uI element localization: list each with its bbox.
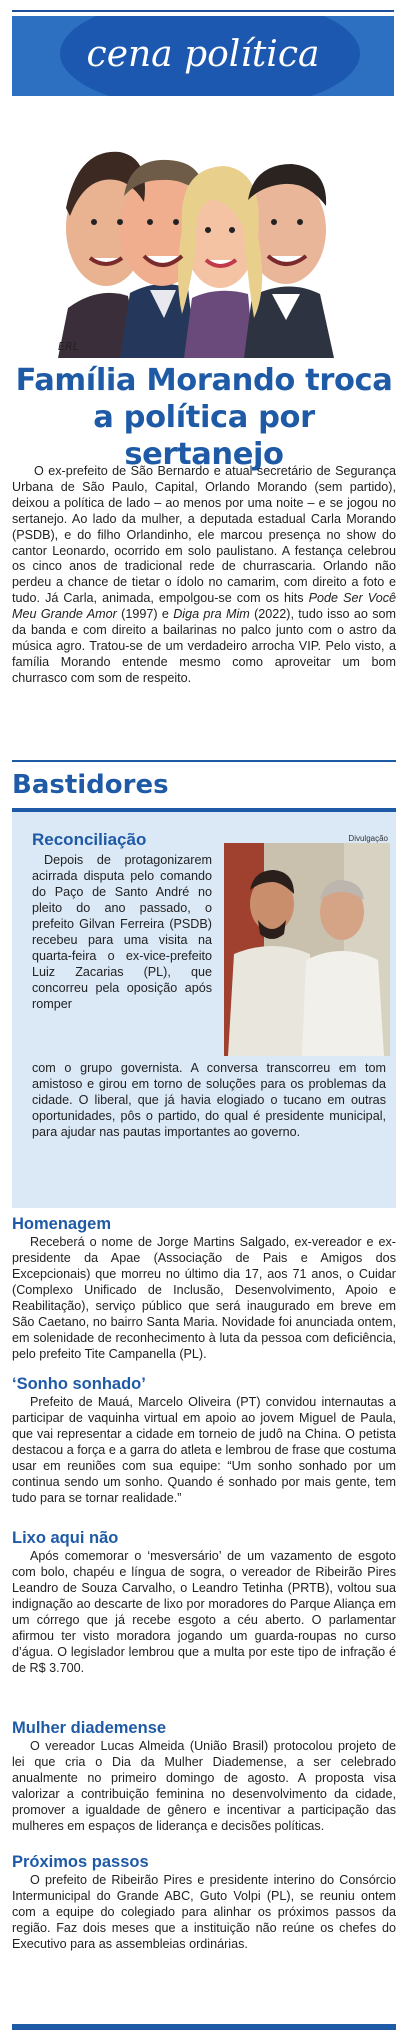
lead-text-a: O ex-prefeito de São Bernardo e atual secretário de Segurança Urbana de São Paulo, Capital, Orlando Morando (sem partido), deixou a política de lado – ao menos por uma noite – e se jogou no sertanejo. Ao lado da mulher, a deputada estadual Carla Morando (PSDB), e do filho Orlandinho, ele marcou presença no show do cantor Leonardo, ocorrido em solo paulistano. A festança celebrou os cinco anos de tradicional rede de churrascaria. Orlando não perdeu a chance de tietar o ídolo no camarim, com direito a foto e tudo. Já Carla, animada, empolgou-se com os hits bbox=[12, 464, 396, 606]
svg-text:ERL: ERL bbox=[58, 340, 79, 353]
lead-headline bbox=[12, 362, 396, 473]
song-title-1: Pode Ser Você Meu Grande Amor bbox=[12, 591, 396, 622]
section-divider bbox=[12, 760, 396, 762]
photo-credit: Divulgação bbox=[224, 834, 390, 843]
story-text: Receberá o nome de Jorge Martins Salgado, ex-vereador e ex-presidente da Apae (Associação de Pais e Amigos dos Excepcionais) que morreu no último dia 17, aos 71 anos, o Cuidar (Complexo Unificado de Inclusão, Desenvolvimento, Apoio e Reabilitação), serviço público que será inaugurado em breve em São Caetano, no bairro Santa Maria. Novidade foi anunciada ontem, em solenidade de reconhecimento à luta da pessoa com deficiência, pelo prefeito Tite Campanella (PL). bbox=[12, 1235, 396, 1361]
lead-story-body bbox=[12, 464, 396, 687]
box-heading: Reconciliação bbox=[32, 830, 147, 849]
song-title-2: Diga pra Mim bbox=[173, 607, 250, 622]
story-mulher-diademense bbox=[12, 1718, 396, 1834]
story-proximos-passos bbox=[12, 1852, 396, 1952]
bottom-rule bbox=[12, 2024, 396, 2030]
lead-text-c: (2022), tudo isso ao som da banda e com direito a bailarinas no palco junto com o astro da música agro. Tratou-se de um verdadeiro arrocha VIP. Pelo visto, a família Morando entende mesmo como aproveitar um bom churrasco com som de respeito. bbox=[12, 607, 397, 685]
story-heading: Lixo aqui não bbox=[12, 1529, 119, 1547]
story-homenagem bbox=[12, 1214, 396, 1362]
caricature-illustration bbox=[58, 118, 350, 358]
story-sonho-sonhado bbox=[12, 1374, 396, 1506]
top-rule bbox=[12, 10, 394, 12]
story-text: Após comemorar o ‘mesversário’ de um vazamento de esgoto com bolo, chapéu e língua de sogra, o vereador de Ribeirão Pires Leandro de Souza Carvalho, o Leandro Tetinha (PRTB), voltou sua indignação ao descarte de lixo por moradores do Parque Aliança em um córrego que já recebe esgoto a céu aberto. O parlamentar afirmou ter visto moradora jogando um guarda-roupas no curso d’água. O legislador lembrou que a multa por este tipo de infração é de R$ 3.700. bbox=[12, 1549, 396, 1675]
box-text-wide: com o grupo governista. A conversa transcorreu em tom amistoso e girou em torno de soluções para os problemas da cidade. O liberal, que já havia elogiado o tucano em outras oportunidades, pôs o partido, do qual é presidente municipal, para ajudar nas pautas importantes ao governo. bbox=[32, 1061, 386, 1139]
lead-text-b: (1997) e bbox=[116, 607, 174, 622]
headline-line-2: a política por sertanejo bbox=[93, 400, 315, 472]
story-heading: Próximos passos bbox=[12, 1853, 149, 1871]
section-banner bbox=[12, 16, 394, 96]
story-heading: Homenagem bbox=[12, 1215, 112, 1233]
lead-paragraph bbox=[12, 464, 396, 687]
story-text: O prefeito de Ribeirão Pires e presidente interino do Consórcio Intermunicipal do Grande ABC, Guto Volpi (PL), se reuniu ontem com a equipe do colegiado para alinhar os próximos passos da região. Faz dois meses que a instituição não reúne os chefes do Executivo para as assembleias ordinárias. bbox=[12, 1873, 396, 1951]
box-text-narrow: Depois de protagonizarem acirrada disputa pelo comando do Paço de Santo André no pleito do ano passado, o prefeito Gilvan Ferreira (PSDB) recebeu para uma visita na quarta-feira o ex-vice-prefeito Luiz Zacarias (PL), que concorreu pela oposição após romper bbox=[32, 853, 212, 1011]
bastidores-title: Bastidores bbox=[12, 770, 169, 800]
story-text: O vereador Lucas Almeida (União Brasil) protocolou projeto de lei que cria o Dia da Mulher Diademense, a ser celebrado anualmente no primeiro domingo de agosto. A proposta visa valorizar a contribuição feminina no desenvolvimento da cidade, promover a igualdade de gênero e incentivar a participação das mulheres em espaços de liderança e decisões políticas. bbox=[12, 1739, 396, 1833]
box-photo bbox=[224, 834, 390, 1056]
story-heading: ‘Sonho sonhado’ bbox=[12, 1375, 146, 1393]
photo-two-men bbox=[224, 834, 390, 1056]
reconciliacao-box bbox=[12, 808, 396, 1208]
story-text: Prefeito de Mauá, Marcelo Oliveira (PT) convidou internautas a participar de vaquinha virtual em apoio ao jovem Miguel de Paula, que vai representar a cidade em torneio de judô na China. O petista destacou a força e a garra do atleta e lembrou de frase que costuma usar em reuniões com sua equipe: “Um sonho sonhado por um continua sendo um sonho. Quando é sonhado por mais gente, tem tudo para se tornar realidade.” bbox=[12, 1395, 396, 1505]
story-heading: Mulher diademense bbox=[12, 1719, 167, 1737]
section-title: cena política bbox=[86, 34, 320, 75]
headline-line-1: Família Morando troca bbox=[15, 363, 393, 398]
story-lixo-aqui-nao bbox=[12, 1528, 396, 1676]
